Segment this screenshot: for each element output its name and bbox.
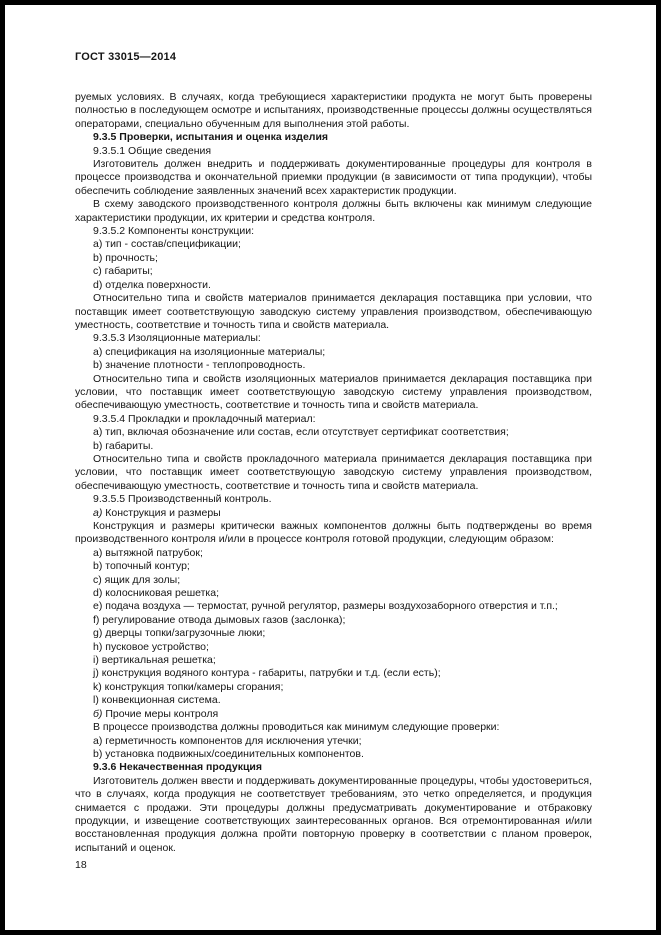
list-item: 9.3.5.2 Компоненты конструкции: [93,225,255,238]
list-item: a) тип, включая обозначение или состав, если отсутствует сертификат соответствия; [93,426,509,439]
list-item: b) габариты. [93,439,154,452]
list-item: e) подача воздуха — термостат, ручной регулятор, размеры воздухозаборного отверстия и т.п.; [93,600,558,613]
list-item: 9.3.5.1 Общие сведения [93,144,212,157]
paragraph: Относительно типа и свойств материалов принимается декларация поставщика при условии, что поставщик имеет соответствующую заводскую систему управления производством, обеспечивающую уместность, соответствие и точность типа и свойств материала. [75,292,592,331]
paragraph: Конструкция и размеры критически важных компонентов должны быть подтверждены во время производственного контроля и/или в процессе контроля готовой продукции, следующим образом: [75,520,592,546]
list-label-line: б) Прочие меры контроля [93,707,219,720]
list-item: l) конвекционная система. [93,694,221,707]
list-item: g) дверцы топки/загрузочные люки; [93,627,266,640]
list-label: а) [93,506,106,519]
list-item: c) габариты; [93,265,153,278]
list-item: d) отделка поверхности. [93,278,211,291]
list-item: i) вертикальная решетка; [93,654,216,667]
page-number: 18 [75,859,87,872]
list-label-line: а) Конструкция и размеры [93,506,221,519]
list-item: a) герметичность компонентов для исключения утечки; [93,734,362,747]
list-item: j) конструкция водяного контура - габариты, патрубки и т.д. (если есть); [93,667,441,680]
list-item: b) установка подвижных/соединительных компонентов. [93,747,364,760]
paragraph: Относительно типа и свойств прокладочного материала принимается декларация поставщика при условии, что поставщик имеет соответствующую заводскую систему управления производством, обеспечивающую уместность, соответствие и точность типа и свойств материала. [75,452,592,492]
list-item: b) топочный контур; [93,560,190,573]
list-item: В процессе производства должны проводиться как минимум следующие проверки: [93,721,500,734]
section-heading: 9.3.6 Некачественная продукция [93,761,262,774]
list-item: 9.3.5.3 Изоляционные материалы: [93,332,261,345]
paragraph: Изготовитель должен внедрить и поддерживать документированные процедуры для контроля в процессе производства и окончательной приемки продукции (в зависимости от типа продукции), чтобы обеспечить соблюдение заявленных значений всех характеристик продукции. [75,158,592,197]
list-item: b) значение плотности - теплопроводность. [93,359,306,372]
running-header: ГОСТ 33015—2014 [75,51,177,63]
paragraph: В схему заводского производственного контроля должны быть включены как минимум следующие характеристики продукции, их критерии и средства контроля. [75,198,592,224]
list-item: 9.3.5.5 Производственный контроль. [93,493,272,506]
paragraph: Изготовитель должен ввести и поддерживать документированные процедуры, чтобы удостовериться, что в случаях, когда продукция не соответствует требованиям, это четко определяется, и продукция снимается с продажи. Эти процедуры должны предусматривать документирование и отбраковку продукции, и извещение соответствующих заинтересованных органов. Вся отремонтированная и/или восстановленная продукция должна пройти повторную проверку в соответствии с планом проверок, испытаний и оценок. [75,774,592,854]
list-item: c) ящик для золы; [93,573,181,586]
list-item: a) спецификация на изоляционные материалы; [93,345,326,358]
list-item: h) пусковое устройство; [93,640,209,653]
list-item: k) конструкция топки/камеры сгорания; [93,680,284,693]
list-item: a) вытяжной патрубок; [93,546,203,559]
list-item: b) прочность; [93,251,158,264]
list-item: d) колосниковая решетка; [93,587,220,600]
list-item: 9.3.5.4 Прокладки и прокладочный материал: [93,412,316,425]
document-content [75,91,592,855]
list-label: б) [93,707,106,720]
list-item: f) регулирование отвода дымовых газов (заслонка); [93,613,346,626]
paragraph: руемых условиях. В случаях, когда требующиеся характеристики продукта не могут быть проверены полностью в последующем осмотре и испытаниях, производственные процессы должны осуществляться операторами, специально обученным для выполнения этой работы. [75,91,592,130]
document-page [5,5,656,930]
paragraph: Относительно типа и свойств изоляционных материалов принимается декларация поставщика при условии, что поставщик имеет соответствующую заводскую систему управления производством, обеспечивающую уместность, соответствие и точность типа и свойств материала. [75,372,592,412]
list-item: a) тип - состав/спецификации; [93,238,241,251]
section-heading: 9.3.5 Проверки, испытания и оценка изделия [93,131,329,144]
